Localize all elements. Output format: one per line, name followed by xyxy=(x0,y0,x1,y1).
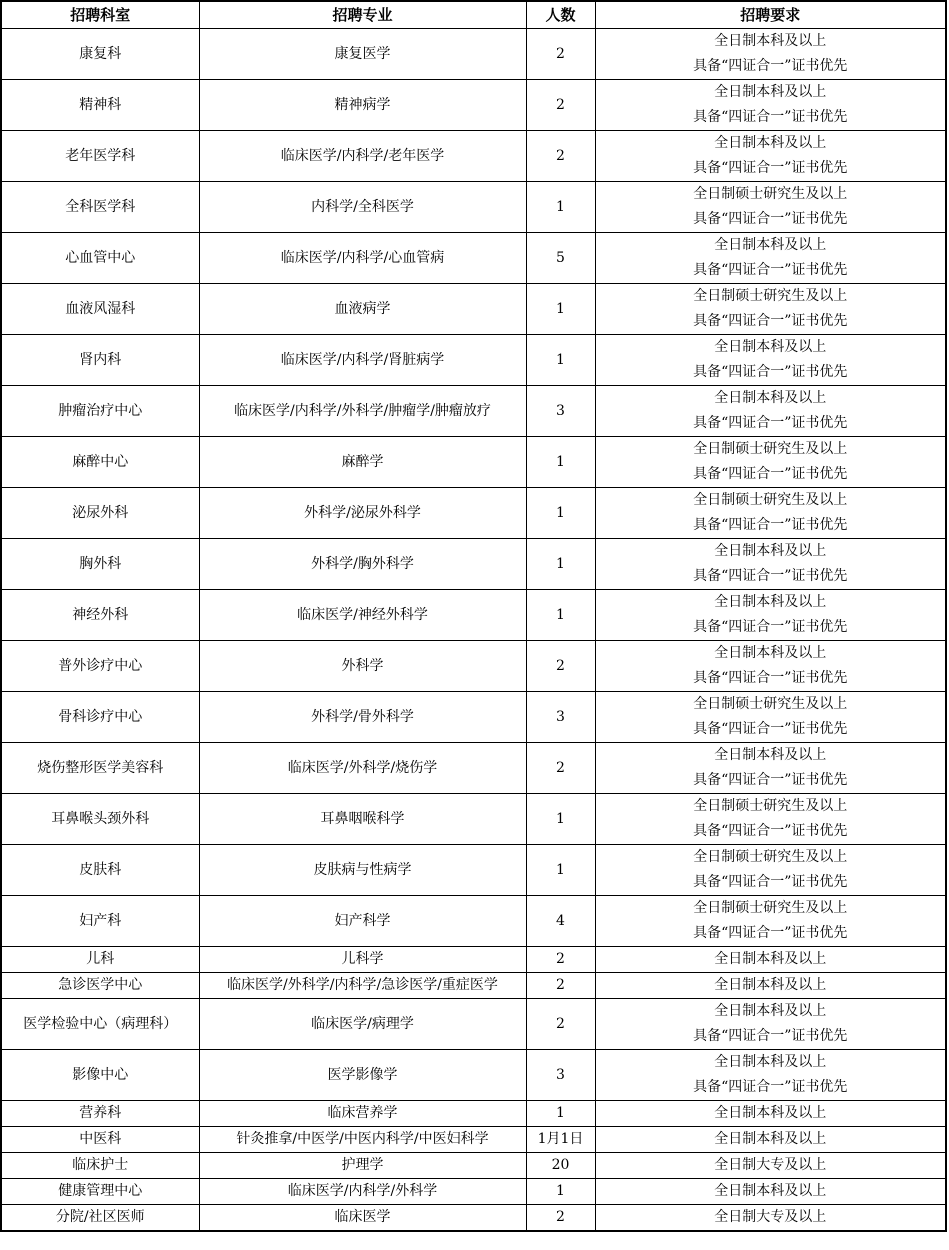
cell-count: 1 xyxy=(526,539,595,590)
requirement-line: 全日制硕士研究生及以上 xyxy=(693,492,848,508)
cell-requirements xyxy=(595,692,946,743)
cell-department: 临床护士 xyxy=(1,1153,199,1179)
cell-requirements xyxy=(595,233,946,284)
cell-count: 2 xyxy=(526,947,595,973)
cell-major: 精神病学 xyxy=(199,80,526,131)
cell-major: 临床医学/神经外科学 xyxy=(199,590,526,641)
cell-department: 血液风湿科 xyxy=(1,284,199,335)
requirement-line: 全日制本科及以上 xyxy=(714,951,827,967)
requirement-line: 全日制本科及以上 xyxy=(714,84,827,100)
requirement-line: 全日制硕士研究生及以上 xyxy=(693,186,848,202)
table-row xyxy=(1,284,946,335)
cell-count: 1 xyxy=(526,284,595,335)
cell-requirements xyxy=(595,386,946,437)
table-row xyxy=(1,1153,946,1179)
requirement-line: 具备“四证合一”证书优先 xyxy=(693,1079,848,1095)
requirement-line: 具备“四证合一”证书优先 xyxy=(693,364,848,380)
cell-major: 临床医学/病理学 xyxy=(199,999,526,1050)
requirement-line: 具备“四证合一”证书优先 xyxy=(693,772,848,788)
requirement-line: 全日制硕士研究生及以上 xyxy=(693,798,848,814)
cell-count: 1 xyxy=(526,488,595,539)
table-row xyxy=(1,743,946,794)
table-row xyxy=(1,488,946,539)
cell-major: 外科学 xyxy=(199,641,526,692)
header-cell-count: 人数 xyxy=(526,1,595,29)
cell-count: 1 xyxy=(526,1101,595,1127)
cell-major: 妇产科学 xyxy=(199,896,526,947)
requirement-line: 具备“四证合一”证书优先 xyxy=(693,160,848,176)
requirement-line: 全日制本科及以上 xyxy=(714,1183,827,1199)
cell-count: 20 xyxy=(526,1153,595,1179)
header-cell-major: 招聘专业 xyxy=(199,1,526,29)
cell-count: 1 xyxy=(526,335,595,386)
table-row xyxy=(1,437,946,488)
cell-count: 2 xyxy=(526,973,595,999)
requirement-line: 全日制本科及以上 xyxy=(714,390,827,406)
cell-department: 营养科 xyxy=(1,1101,199,1127)
requirement-line: 全日制硕士研究生及以上 xyxy=(693,288,848,304)
cell-major: 针灸推拿/中医学/中医内科学/中医妇科学 xyxy=(199,1127,526,1153)
cell-department: 急诊医学中心 xyxy=(1,973,199,999)
table-row xyxy=(1,973,946,999)
requirement-line: 全日制本科及以上 xyxy=(714,135,827,151)
cell-major: 外科学/骨外科学 xyxy=(199,692,526,743)
requirement-line: 具备“四证合一”证书优先 xyxy=(693,211,848,227)
cell-count: 1 xyxy=(526,845,595,896)
cell-major: 临床医学/内科学/外科学 xyxy=(199,1179,526,1205)
cell-requirements xyxy=(595,539,946,590)
table-row xyxy=(1,386,946,437)
table-row xyxy=(1,233,946,284)
table-row xyxy=(1,1127,946,1153)
cell-requirements xyxy=(595,1179,946,1205)
requirement-line: 具备“四证合一”证书优先 xyxy=(693,313,848,329)
cell-requirements xyxy=(595,1101,946,1127)
cell-department: 烧伤整形医学美容科 xyxy=(1,743,199,794)
cell-requirements xyxy=(595,590,946,641)
requirement-line: 全日制本科及以上 xyxy=(714,977,827,993)
cell-requirements xyxy=(595,1050,946,1101)
table-row xyxy=(1,29,946,80)
cell-major: 医学影像学 xyxy=(199,1050,526,1101)
cell-department: 泌尿外科 xyxy=(1,488,199,539)
cell-department: 耳鼻喉头颈外科 xyxy=(1,794,199,845)
requirement-line: 具备“四证合一”证书优先 xyxy=(693,58,848,74)
cell-requirements xyxy=(595,973,946,999)
cell-department: 影像中心 xyxy=(1,1050,199,1101)
requirement-line: 全日制硕士研究生及以上 xyxy=(693,441,848,457)
cell-count: 4 xyxy=(526,896,595,947)
cell-requirements xyxy=(595,80,946,131)
table-row xyxy=(1,947,946,973)
table-row xyxy=(1,794,946,845)
cell-department: 神经外科 xyxy=(1,590,199,641)
cell-count: 1 xyxy=(526,590,595,641)
requirement-line: 具备“四证合一”证书优先 xyxy=(693,925,848,941)
requirement-line: 全日制本科及以上 xyxy=(714,543,827,559)
cell-requirements xyxy=(595,284,946,335)
requirement-line: 具备“四证合一”证书优先 xyxy=(693,721,848,737)
cell-major: 临床营养学 xyxy=(199,1101,526,1127)
cell-count: 2 xyxy=(526,1205,595,1232)
cell-requirements xyxy=(595,999,946,1050)
cell-count: 3 xyxy=(526,1050,595,1101)
cell-major: 儿科学 xyxy=(199,947,526,973)
table-header-row xyxy=(1,1,946,29)
requirement-line: 具备“四证合一”证书优先 xyxy=(693,670,848,686)
cell-department: 妇产科 xyxy=(1,896,199,947)
cell-major: 外科学/泌尿外科学 xyxy=(199,488,526,539)
cell-major: 临床医学/外科学/烧伤学 xyxy=(199,743,526,794)
requirement-line: 全日制大专及以上 xyxy=(714,1209,827,1225)
cell-count: 2 xyxy=(526,29,595,80)
cell-department: 健康管理中心 xyxy=(1,1179,199,1205)
cell-department: 骨科诊疗中心 xyxy=(1,692,199,743)
cell-requirements xyxy=(595,182,946,233)
table-row xyxy=(1,1179,946,1205)
requirement-line: 全日制大专及以上 xyxy=(714,1157,827,1173)
table-row xyxy=(1,999,946,1050)
requirement-line: 全日制本科及以上 xyxy=(714,1003,827,1019)
table-row xyxy=(1,641,946,692)
cell-requirements xyxy=(595,1127,946,1153)
cell-requirements xyxy=(595,1153,946,1179)
cell-major: 临床医学/内科学/肾脏病学 xyxy=(199,335,526,386)
cell-count: 2 xyxy=(526,999,595,1050)
requirement-line: 全日制硕士研究生及以上 xyxy=(693,900,848,916)
requirement-line: 全日制硕士研究生及以上 xyxy=(693,849,848,865)
cell-count: 2 xyxy=(526,743,595,794)
cell-major: 临床医学/内科学/心血管病 xyxy=(199,233,526,284)
cell-department: 医学检验中心（病理科） xyxy=(1,999,199,1050)
requirement-line: 具备“四证合一”证书优先 xyxy=(693,619,848,635)
requirement-line: 具备“四证合一”证书优先 xyxy=(693,109,848,125)
cell-count: 2 xyxy=(526,80,595,131)
table-row xyxy=(1,1101,946,1127)
requirement-line: 具备“四证合一”证书优先 xyxy=(693,874,848,890)
cell-requirements xyxy=(595,641,946,692)
table-body xyxy=(1,29,946,1232)
table-row xyxy=(1,335,946,386)
cell-count: 1 xyxy=(526,437,595,488)
cell-requirements xyxy=(595,335,946,386)
requirement-line: 全日制本科及以上 xyxy=(714,1054,827,1070)
requirement-line: 具备“四证合一”证书优先 xyxy=(693,517,848,533)
table-row xyxy=(1,1205,946,1232)
requirement-line: 具备“四证合一”证书优先 xyxy=(693,262,848,278)
cell-major: 临床医学/内科学/外科学/肿瘤学/肿瘤放疗 xyxy=(199,386,526,437)
requirement-line: 全日制本科及以上 xyxy=(714,594,827,610)
requirement-line: 全日制本科及以上 xyxy=(714,645,827,661)
requirement-line: 具备“四证合一”证书优先 xyxy=(693,568,848,584)
cell-requirements xyxy=(595,29,946,80)
cell-major: 麻醉学 xyxy=(199,437,526,488)
requirement-line: 全日制本科及以上 xyxy=(714,339,827,355)
requirement-line: 全日制本科及以上 xyxy=(714,1131,827,1147)
cell-count: 1 xyxy=(526,182,595,233)
header-cell-requirements: 招聘要求 xyxy=(595,1,946,29)
cell-requirements xyxy=(595,437,946,488)
header-cell-department: 招聘科室 xyxy=(1,1,199,29)
cell-major: 护理学 xyxy=(199,1153,526,1179)
cell-count: 2 xyxy=(526,641,595,692)
cell-requirements xyxy=(595,896,946,947)
cell-major: 耳鼻咽喉科学 xyxy=(199,794,526,845)
cell-requirements xyxy=(595,743,946,794)
cell-count: 3 xyxy=(526,692,595,743)
table-row xyxy=(1,182,946,233)
table-row xyxy=(1,539,946,590)
cell-major: 临床医学 xyxy=(199,1205,526,1232)
cell-department: 皮肤科 xyxy=(1,845,199,896)
cell-department: 肾内科 xyxy=(1,335,199,386)
cell-requirements xyxy=(595,845,946,896)
cell-requirements xyxy=(595,1205,946,1232)
requirement-line: 全日制本科及以上 xyxy=(714,33,827,49)
cell-department: 老年医学科 xyxy=(1,131,199,182)
cell-count: 5 xyxy=(526,233,595,284)
cell-major: 内科学/全科医学 xyxy=(199,182,526,233)
cell-requirements xyxy=(595,488,946,539)
cell-department: 肿瘤治疗中心 xyxy=(1,386,199,437)
cell-major: 皮肤病与性病学 xyxy=(199,845,526,896)
cell-requirements xyxy=(595,947,946,973)
cell-count: 1 xyxy=(526,794,595,845)
cell-major: 康复医学 xyxy=(199,29,526,80)
table-row xyxy=(1,131,946,182)
cell-major: 外科学/胸外科学 xyxy=(199,539,526,590)
cell-department: 普外诊疗中心 xyxy=(1,641,199,692)
table-row xyxy=(1,845,946,896)
cell-department: 儿科 xyxy=(1,947,199,973)
table-row xyxy=(1,80,946,131)
cell-major: 临床医学/内科学/老年医学 xyxy=(199,131,526,182)
requirement-line: 具备“四证合一”证书优先 xyxy=(693,1028,848,1044)
requirement-line: 全日制本科及以上 xyxy=(714,237,827,253)
cell-department: 分院/社区医师 xyxy=(1,1205,199,1232)
cell-count: 1月1日 xyxy=(526,1127,595,1153)
cell-major: 血液病学 xyxy=(199,284,526,335)
cell-department: 康复科 xyxy=(1,29,199,80)
cell-requirements xyxy=(595,794,946,845)
cell-count: 3 xyxy=(526,386,595,437)
cell-major: 临床医学/外科学/内科学/急诊医学/重症医学 xyxy=(199,973,526,999)
cell-department: 麻醉中心 xyxy=(1,437,199,488)
table-row xyxy=(1,692,946,743)
requirement-line: 具备“四证合一”证书优先 xyxy=(693,415,848,431)
table-row xyxy=(1,590,946,641)
cell-requirements xyxy=(595,131,946,182)
table-row xyxy=(1,896,946,947)
cell-department: 胸外科 xyxy=(1,539,199,590)
cell-department: 心血管中心 xyxy=(1,233,199,284)
cell-department: 精神科 xyxy=(1,80,199,131)
cell-department: 中医科 xyxy=(1,1127,199,1153)
cell-count: 2 xyxy=(526,131,595,182)
cell-department: 全科医学科 xyxy=(1,182,199,233)
requirement-line: 具备“四证合一”证书优先 xyxy=(693,823,848,839)
requirement-line: 全日制本科及以上 xyxy=(714,1105,827,1121)
cell-count: 1 xyxy=(526,1179,595,1205)
requirement-line: 全日制硕士研究生及以上 xyxy=(693,696,848,712)
requirement-line: 全日制本科及以上 xyxy=(714,747,827,763)
table-row xyxy=(1,1050,946,1101)
requirement-line: 具备“四证合一”证书优先 xyxy=(693,466,848,482)
